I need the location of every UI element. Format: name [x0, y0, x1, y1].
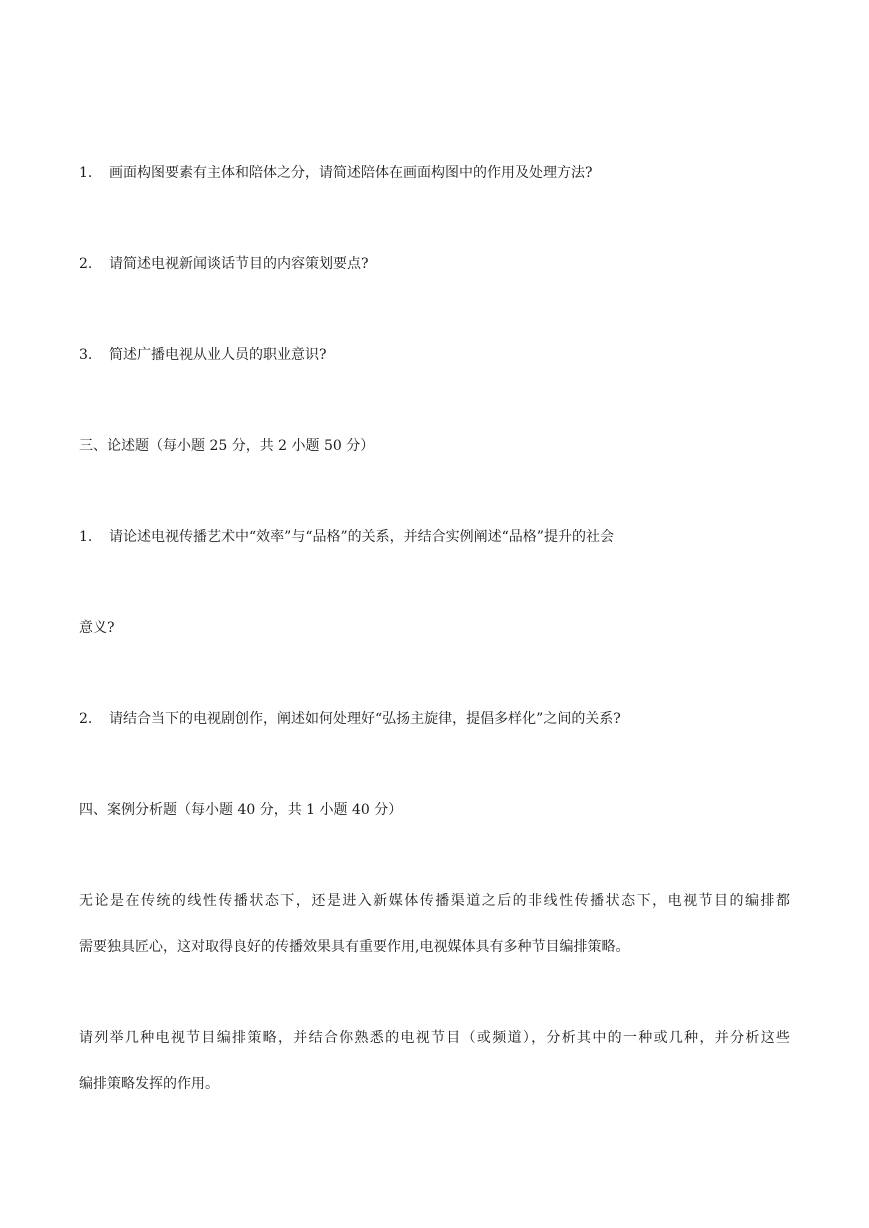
question-number: 1.: [79, 165, 93, 181]
question-text: 画面构图要素有主体和陪体之分，请简述陪体在画面构图中的作用及处理方法?: [109, 165, 593, 181]
question-item: [79, 345, 327, 365]
case-paragraph-line: 编排策略发挥的作用。: [79, 1076, 219, 1092]
question-text-continuation: 意义?: [79, 620, 115, 636]
question-item: [79, 254, 369, 274]
case-paragraph-line: 无论是在传统的线性传播状态下，还是进入新媒体传播渠道之后的非线性传播状态下，电视节目的编排都: [79, 893, 790, 909]
question-text: 请论述电视传播艺术中“效率”与“品格”的关系，并结合实例阐述“品格”提升的社会: [109, 529, 614, 545]
section-heading-essay: 三、论述题（每小题 25 分，共 2 小题 50 分）: [79, 438, 375, 454]
question-number: 3.: [79, 347, 93, 363]
question-number: 2.: [79, 711, 93, 727]
question-item: [79, 163, 593, 183]
question-text: 请结合当下的电视剧创作，阐述如何处理好“弘扬主旋律，提倡多样化”之间的关系?: [109, 711, 621, 727]
case-paragraph-line: 需要独具匠心，这对取得良好的传播效果具有重要作用,电视媒体具有多种节目编排策略。: [79, 939, 630, 955]
question-item: [79, 527, 614, 547]
question-text: 简述广播电视从业人员的职业意识?: [109, 347, 327, 363]
question-text: 请简述电视新闻谈话节目的内容策划要点?: [109, 256, 369, 272]
section-heading-case: 四、案例分析题（每小题 40 分，共 1 小题 40 分）: [79, 802, 403, 818]
question-number: 2.: [79, 256, 93, 272]
question-number: 1.: [79, 529, 93, 545]
case-paragraph-line: 请列举几种电视节目编排策略，并结合你熟悉的电视节目（或频道），分析其中的一种或几种，并分析这些: [79, 1030, 790, 1046]
question-item: [79, 709, 621, 729]
